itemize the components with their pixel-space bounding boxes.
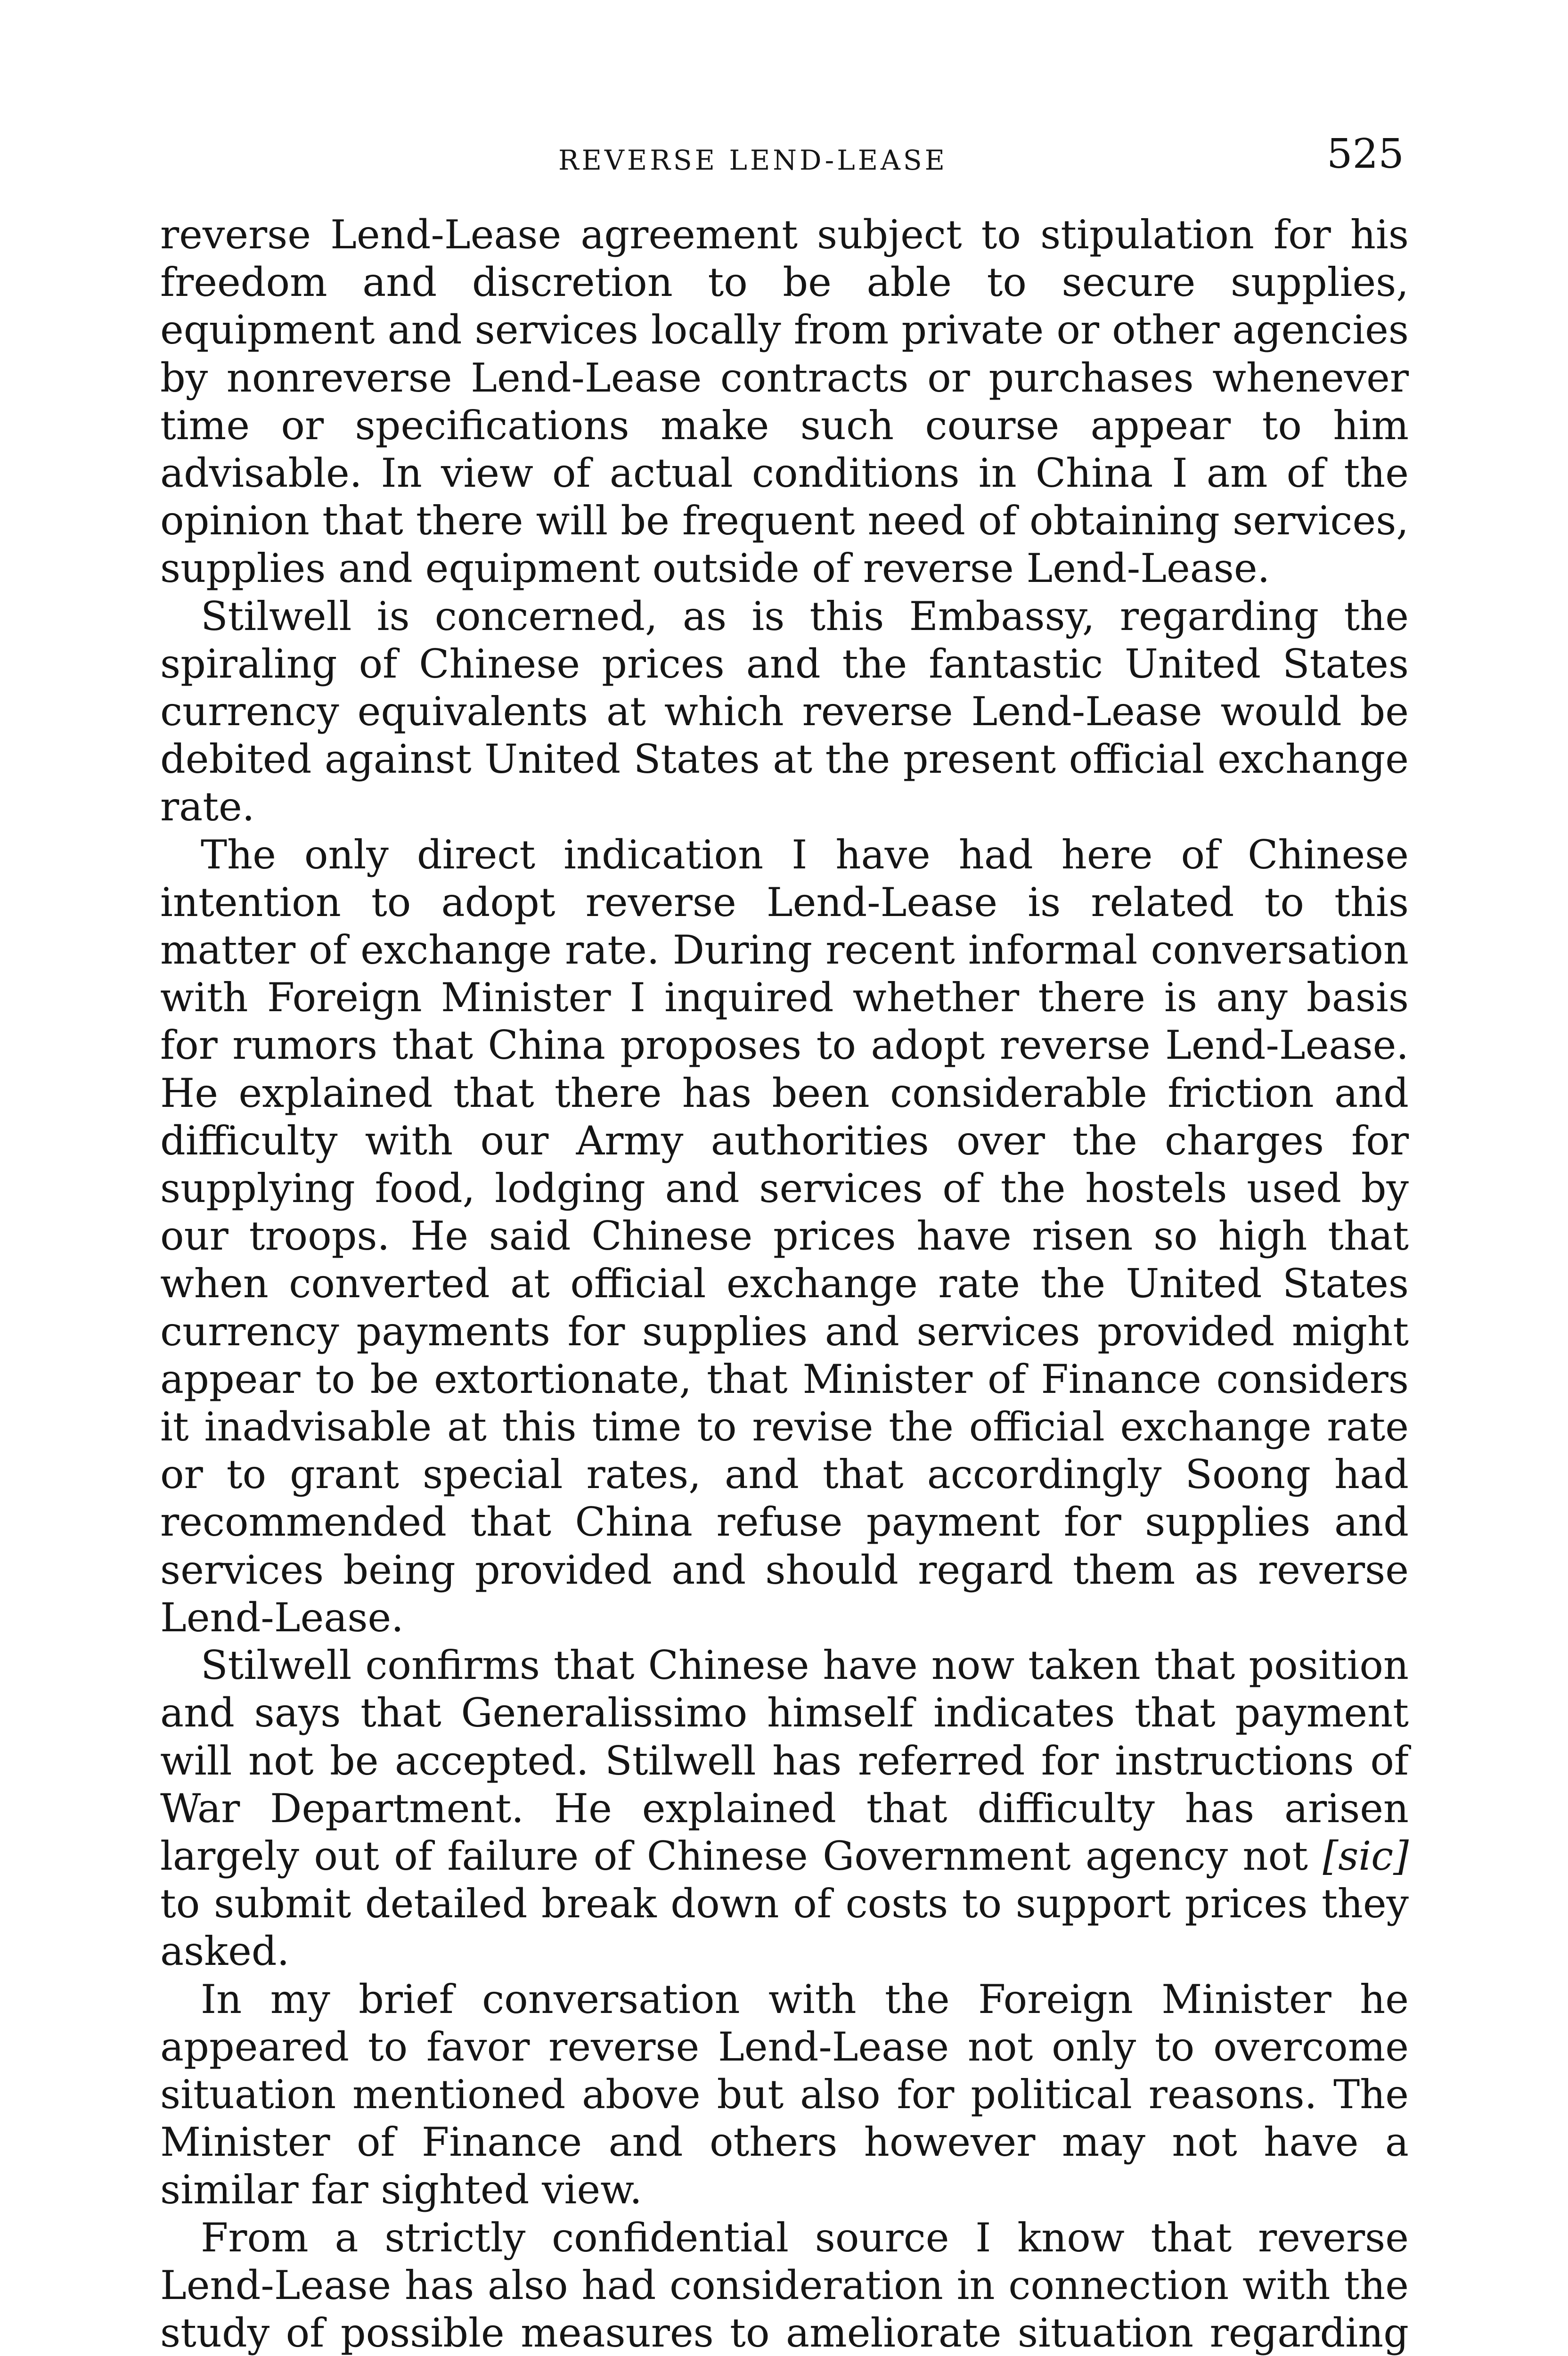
- page-number: 525: [1326, 131, 1404, 178]
- running-title: REVERSE LEND-LEASE: [558, 144, 948, 176]
- paragraph-stilwell-confirms: [160, 1642, 1409, 1975]
- running-header: [0, 123, 1568, 180]
- paragraph-stilwell-before-sic: Stilwell confirms that Chinese have now taken that position and says that Generalissimo himself indicates that payment will not be accepted. Stilwell has referred for instructions of War Department. He explained that difficulty has arisen largely out of failure of Chinese Government agency not: [160, 1642, 1409, 1879]
- paragraph-foreign-minister: In my brief conversation with the Foreign Minister he appeared to favor reverse Lend-Lease not only to overcome situation mentioned above but also for political reasons. The Minister of Finance and others however may not have a similar far sighted view.: [160, 1976, 1409, 2213]
- paragraph-continued: reverse Lend-Lease agreement subject to stipulation for his freedom and discretion to be able to secure supplies, equipment and services locally from private or other agencies by nonreverse Lend-Lease contracts or purchases whenever time or specifications make such course appear to him advisable. In view of actual conditions in China I am of the opinion that there will be frequent need of obtaining services, supplies and equipment outside of reverse Lend-Lease.: [160, 212, 1409, 592]
- sic-note: [sic]: [1323, 1832, 1409, 1879]
- paragraph-exchange-rate: The only direct indication I have had here of Chinese intention to adopt reverse Lend-Lease is related to this matter of exchange rate. During recent informal conversation with Foreign Minister I inquired whether there is any basis for rumors that China proposes to adopt reverse Lend-Lease. He explained that there has been considerable friction and difficulty with our Army authorities over the charges for supplying food, lodging and services of the hostels used by our troops. He said Chinese prices have risen so high that when converted at official exchange rate the United States currency payments for supplies and services provided might appear to be extortionate, that Minister of Finance considers it inadvisable at this time to revise the official exchange rate or to grant special rates, and that accordingly Soong had recommended that China refuse payment for supplies and services being provided and should regard them as reverse Lend-Lease.: [160, 831, 1409, 1641]
- document-body: [160, 211, 1409, 2356]
- paragraph-stilwell-after-sic: to submit detailed break down of costs to support prices they asked.: [160, 1881, 1409, 1975]
- paragraph-stilwell-concern: Stilwell is concerned, as is this Embassy, regarding the spiraling of Chinese prices and the fantastic United States currency equivalents at which reverse Lend-Lease would be debited against United States at the present official exchange rate.: [160, 593, 1409, 830]
- paragraph-confidential-source: From a strictly confidential source I know that reverse Lend-Lease has also had consideration in connection with the study of possible measures to ameliorate situation regarding: [160, 2214, 1409, 2356]
